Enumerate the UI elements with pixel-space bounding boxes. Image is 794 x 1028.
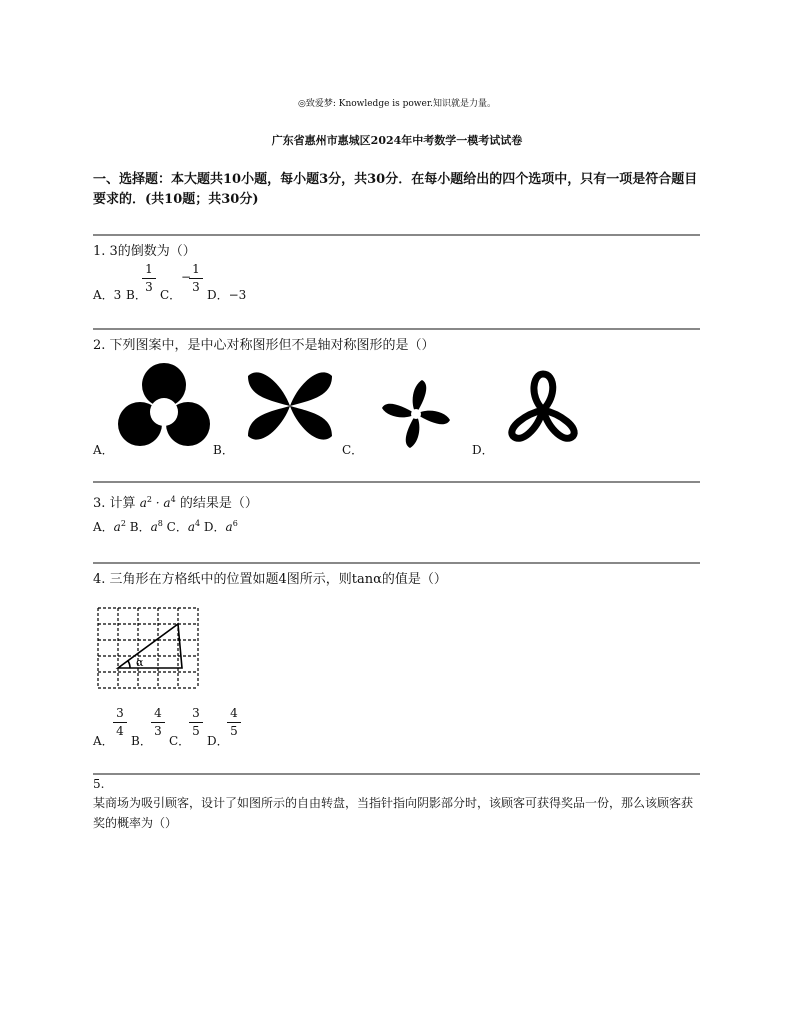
q5-text: 某商场为吸引顾客，设计了如图所示的自由转盘，当指针指向阴影部分时，该顾客可获得奖品一份，那么该顾客获奖的概率为（） [93,796,694,830]
q2-figure-a-three-circles [116,360,212,456]
divider [93,481,700,483]
q3-expression: $a^2 \cdot a^4$ [139,495,176,510]
q3-options [93,518,238,535]
q4-option-d-fraction: 4 5 [227,706,241,739]
q4-option-c-label: C． [169,734,191,748]
q4-grid-triangle-figure [96,606,200,690]
q3-option-b: B．$a^8$ [129,519,163,534]
fraction-bar [189,278,203,279]
q3-option-a: A．$a^2$ [93,519,126,534]
q4-option-b-label: B． [131,734,152,748]
q2-figure-b-four-petals [244,360,336,452]
divider [93,562,700,564]
page-title: 广东省惠州市惠城区2024年中考数学一模考试试卷 [271,134,523,147]
q1-stem: 1. 3的倒数为（） [93,244,196,259]
q2-stem: 2. 下列图案中，是中心对称图形但不是轴对称图形的是（） [93,338,435,353]
divider [93,328,700,330]
fraction-numerator: 1 [192,262,200,276]
fraction-numerator: 1 [145,262,153,276]
q1-option-b-label: B． [126,288,147,302]
q2-option-d: D． [472,443,494,457]
q1-option-c-fraction [189,262,203,295]
divider [93,234,700,236]
fraction-denominator: 3 [192,280,200,294]
q4-option-c-fraction: 3 5 [189,706,203,739]
q3-stem-prefix: 3. 计算 [93,496,136,511]
q3-stem-suffix: 的结果是（） [179,496,258,511]
q1-option-b-fraction [142,262,156,295]
q4-option-b-fraction: 4 3 [151,706,165,739]
q3-option-d: D．$a^6$ [203,519,238,534]
q4-stem: 4. 三角形在方格纸中的位置如题4图所示，则tanα的值是（） [93,572,447,587]
q4-option-a-fraction: 3 4 [113,706,127,739]
q4-option-a-label: A． [93,734,114,748]
q2-option-b: B． [213,443,234,457]
q1-option-c-label: C． [160,288,182,302]
fraction-bar [142,278,156,279]
q4-option-d-label: D． [207,734,229,748]
q4-options [93,706,293,750]
q2-option-c: C． [342,443,364,457]
header-motto: ◎致爱梦: Knowledge is power.知识就是力量。 [297,99,497,109]
q2-figure-d-three-loops [500,366,586,446]
fraction-denominator: 3 [145,280,153,294]
q1-option-d: D．−3 [207,288,247,302]
q2-figure-c-pinwheel [368,376,464,452]
q1-option-a: A．3 [93,288,122,302]
q1-option-c-sign: − [181,270,192,284]
q5-number: 5. [93,777,105,791]
alpha-label: α [136,656,144,669]
q2-option-a: A． [93,443,114,457]
q3-option-c: C．$a^4$ [166,519,201,534]
q3-stem [93,492,258,511]
divider [93,773,700,775]
section-heading: 一、选择题：本大题共10小题，每小题3分，共30分．在每小题给出的四个选项中，只有一项是符合题目要求的．(共10题；共30分) [93,172,698,207]
